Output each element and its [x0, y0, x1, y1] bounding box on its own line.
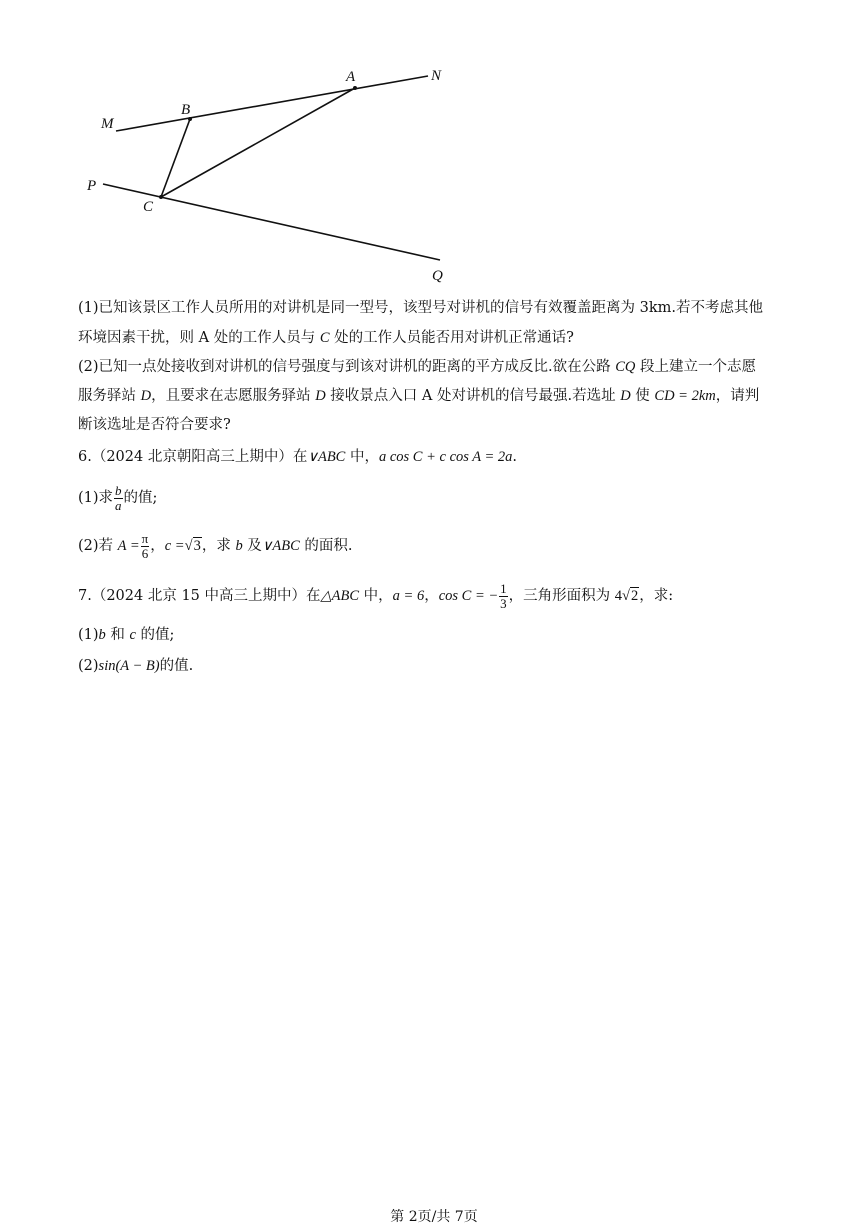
sqrt-2: √2: [622, 588, 639, 604]
q7-and: 和: [105, 627, 130, 643]
var-D: D: [140, 388, 152, 404]
q7-area-text: ，三角形面积为: [508, 588, 615, 604]
q6-part2-text2: ，求: [201, 538, 236, 554]
radicand: 2: [631, 588, 639, 604]
coef-4: 4: [614, 588, 623, 604]
q7-end: ，求:: [639, 588, 674, 604]
eq-A: A =: [117, 538, 140, 554]
label-M: M: [101, 116, 114, 132]
point-A: [353, 86, 357, 90]
frac-den: 6: [141, 545, 149, 561]
label-Q: Q: [432, 268, 443, 284]
q5-part2-text1b: 段上建立一个志愿: [635, 359, 757, 375]
q5-part2-text2a: 服务驿站: [78, 388, 141, 404]
q5-part2-text1a: (2)已知一点处接收到对讲机的信号强度与到该对讲机的距离的平方成反比.欲在公路: [78, 359, 616, 375]
road-MN: [116, 76, 428, 131]
q6-stem: [78, 447, 517, 467]
q6-end: .: [512, 449, 517, 465]
label-A: A: [346, 69, 356, 85]
q5-part2-text2d: 使: [630, 388, 655, 404]
label-C: C: [143, 199, 154, 215]
q5-part1-line2: [78, 328, 574, 348]
q6-head: 6.（2024 北京朝阳高三上期中）在: [78, 449, 308, 465]
geometry-figure: [0, 0, 868, 290]
eq-c: c =: [164, 538, 185, 554]
eq-cosC: cos C = −: [438, 588, 499, 604]
q7-part1: [78, 625, 174, 645]
frac-den: 3: [500, 595, 507, 611]
q6-part2: [78, 528, 353, 564]
var-D: D: [315, 388, 326, 404]
fraction-b-over-a: [114, 484, 123, 513]
road-PQ: [103, 184, 440, 260]
frac-num: b: [115, 482, 122, 498]
q5-part1-text2a: 环境因素干扰，则 A 处的工作人员与: [78, 330, 320, 346]
q6-part1-end: 的值;: [123, 490, 158, 506]
q5-part1-text1: (1)已知该景区工作人员所用的对讲机是同一型号，该型号对讲机的信号有效覆盖距离为 3km.若不考虑其他: [78, 300, 764, 316]
var-D: D: [620, 388, 631, 404]
expr-sin-A-minus-B: sin(A − B): [98, 658, 160, 674]
q7-head: 7.（2024 北京 15 中高三上期中）在: [78, 588, 321, 604]
label-P: P: [87, 178, 97, 194]
q5-part2-line1: [78, 357, 756, 377]
q6-mid: 中，: [345, 449, 379, 465]
sep: ，: [150, 538, 165, 554]
q6-part1: [78, 480, 157, 516]
q6-part2-end: 的面积.: [299, 538, 353, 554]
q5-part2-text2c: 接收景点入口 A 处对讲机的信号最强.若选址: [325, 388, 621, 404]
q5-part2-text2b: ，且要求在志愿服务驿站: [151, 388, 316, 404]
label-N: N: [431, 68, 442, 84]
triangle-ABC: ∨ABC: [261, 538, 300, 554]
q6-part2-text3: 及: [242, 538, 262, 554]
label-B: B: [181, 102, 191, 118]
page-footer: 第 2页/共 7页: [390, 1209, 478, 1225]
sep: ，: [424, 588, 439, 604]
fraction-1-over-3: [499, 582, 508, 611]
eq-CD: CD = 2km: [654, 388, 716, 404]
q7-part1-end: 的值;: [135, 627, 175, 643]
radicand: 3: [193, 538, 201, 554]
q5-part2-line3: [78, 415, 231, 435]
triangle-ABC: ∨ABC: [307, 449, 346, 465]
fraction-pi-over-6: [141, 532, 150, 561]
triangle-ABC: △ABC: [320, 588, 360, 604]
q7-stem: [78, 578, 673, 614]
q5-part1-line1: [78, 298, 763, 318]
q5-part2-text2e: ，请判: [715, 388, 760, 404]
eq-a: a = 6: [392, 588, 425, 604]
var-c: c: [129, 627, 136, 643]
q5-part1-text2b: 处的工作人员能否用对讲机正常通话?: [329, 330, 574, 346]
q7-part2-end: 的值.: [159, 658, 194, 674]
sqrt-3: √3: [184, 538, 201, 554]
var-b: b: [235, 538, 243, 554]
var-C: C: [319, 330, 330, 346]
q7-part2-num: (2): [78, 658, 99, 674]
q5-part2-line2: [78, 386, 759, 406]
q7-mid: 中，: [359, 588, 393, 604]
q7-part1-num: (1): [78, 627, 99, 643]
segment-BC: [161, 119, 190, 197]
q6-part2-text: (2)若: [78, 538, 118, 554]
frac-den: a: [115, 497, 122, 513]
frac-num: 1: [500, 580, 507, 596]
q7-part2: [78, 656, 193, 676]
q5-part2-text3: 断该选址是否符合要求?: [78, 417, 231, 433]
var-b: b: [98, 627, 106, 643]
q6-part1-text: (1)求: [78, 490, 114, 506]
frac-num: π: [141, 530, 149, 546]
var-CQ: CQ: [615, 359, 636, 375]
q6-equation: a cos C + c cos A = 2a: [378, 449, 513, 465]
point-C: [159, 195, 163, 199]
